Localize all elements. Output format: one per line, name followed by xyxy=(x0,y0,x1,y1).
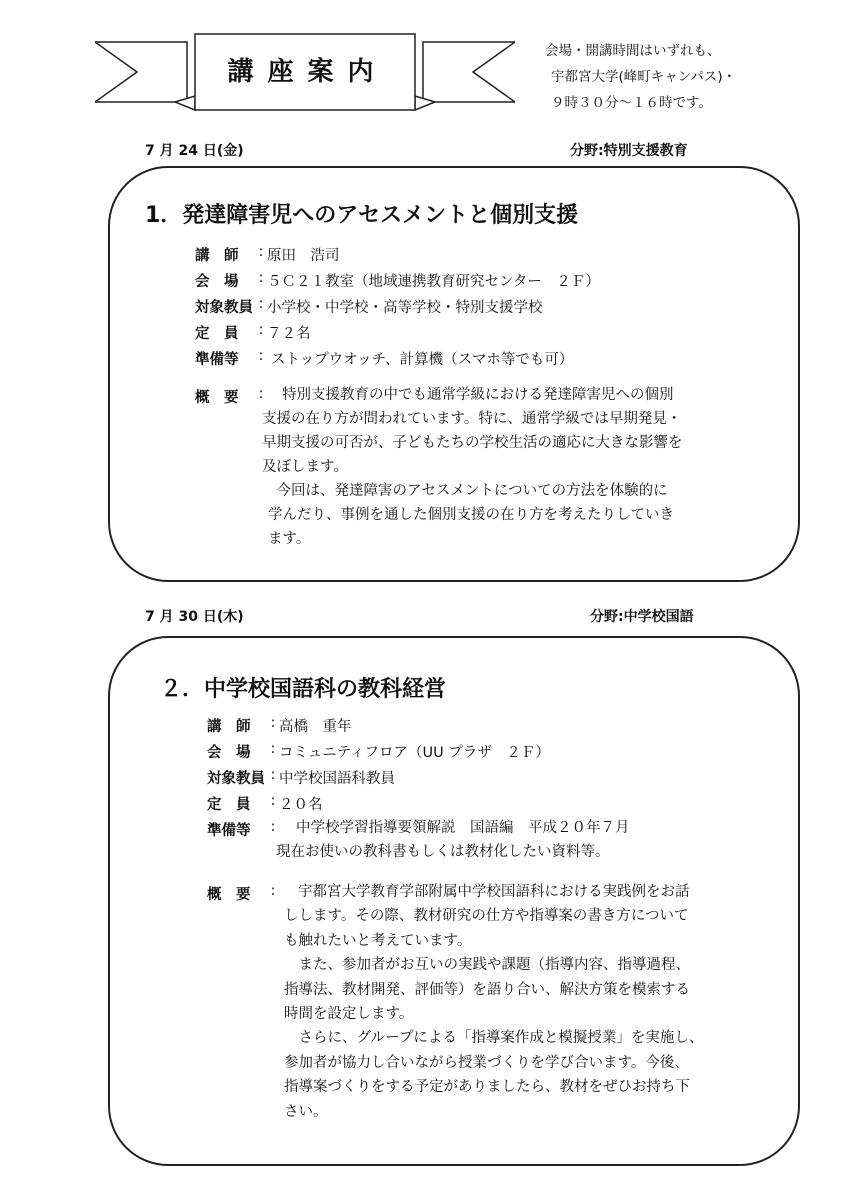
summary-label: 概 要 xyxy=(195,390,239,406)
target-label: 対象教員 xyxy=(207,771,265,787)
summary-line: しします。その際、教材研究の仕方や指導案の書き方について xyxy=(284,908,689,925)
prep-line: 現在お使いの教科書もしくは教材化したい資料等。 xyxy=(276,844,610,860)
summary-line: 参加者が協力し合いながら授業づくりを学び合います。今後、 xyxy=(284,1054,689,1071)
venue-note-line: 会場・開講時間はいずれも、 xyxy=(545,43,721,59)
prep-label: 準備等 xyxy=(195,352,239,368)
summary-label: 概 要 xyxy=(207,887,251,903)
summary-line: 時間を設定します。 xyxy=(284,1006,414,1023)
course-date: 7 月 30 日(木) xyxy=(145,609,244,625)
summary-line: 支援の在り方が問われています。特に、通常学級では早期発見・ xyxy=(262,411,682,427)
venue-note xyxy=(545,38,736,116)
summary-line: また、参加者がお互いの実践や課題（指導内容、指導過程、 xyxy=(284,957,690,974)
capacity-label: 定 員 xyxy=(207,797,251,813)
capacity-value: ２０名 xyxy=(279,797,323,813)
venue-note-line: ９時３０分～１６時です。 xyxy=(551,95,712,111)
summary-row: 概 要 : xyxy=(195,386,264,406)
capacity-row: 定 員 : ２０名 xyxy=(207,793,323,813)
summary-line: 指導案づくりをする予定がありましたら、教材をぜひお持ち下 xyxy=(284,1079,690,1096)
lecturer-label: 講 師 xyxy=(195,248,239,264)
prep-label: 準備等 xyxy=(207,823,251,839)
prep-text xyxy=(276,816,630,864)
summary-text xyxy=(284,880,703,1124)
venue-value: ５Ｃ２１教室（地域連携教育研究センター ２Ｆ） xyxy=(267,274,600,290)
summary-line: 早期支援の可否が、子どもたちの学校生活の適応に大きな影響を xyxy=(262,435,683,451)
lecturer-value: 原田 浩司 xyxy=(267,248,340,264)
summary-line: 指導法、教材開発、評価等）を語り合い、解決方策を模索する xyxy=(284,981,690,998)
capacity-value: ７２名 xyxy=(267,326,311,342)
summary-line: 学んだり、事例を通した個別支援の在り方を考えたりしていき xyxy=(268,507,674,523)
lecturer-row: 講 師 : 原田 浩司 xyxy=(195,244,340,264)
venue-note-line: 宇都宮大学(峰町キャンパス)・ xyxy=(551,69,737,85)
summary-text xyxy=(262,383,683,551)
venue-value: コミュニティフロア（UU プラザ ２Ｆ） xyxy=(279,745,550,761)
lecturer-value: 高橋 重年 xyxy=(279,719,352,735)
lecturer-label: 講 師 xyxy=(207,719,251,735)
summary-line: 宇都宮大学教育学部附属中学校国語科における実践例をお話 xyxy=(298,884,690,900)
venue-row: 会 場 : ５Ｃ２１教室（地域連携教育研究センター ２Ｆ） xyxy=(195,270,600,290)
summary-line: 特別支援教育の中でも通常学級における発達障害児への個別 xyxy=(282,387,674,403)
summary-line: も触れたいと考えています。 xyxy=(284,932,472,949)
venue-row: 会 場 : コミュニティフロア（UU プラザ ２Ｆ） xyxy=(207,741,550,761)
capacity-row: 定 員 : ７２名 xyxy=(195,322,311,342)
course-date: 7 月 24 日(金) xyxy=(145,143,244,159)
course-title: 1．発達障害児へのアセスメントと個別支援 xyxy=(145,203,579,228)
summary-line: 今回は、発達障害のアセスメントについての方法を体験的に xyxy=(262,483,668,499)
summary-line: 及ぼします。 xyxy=(262,459,348,475)
summary-line: さい。 xyxy=(284,1103,328,1120)
target-label: 対象教員 xyxy=(195,300,253,316)
prep-line: 中学校学習指導要領解説 国語編 平成２０年７月 xyxy=(296,820,630,836)
summary-line: さらに、グループによる「指導案作成と模擬授業」を実施し、 xyxy=(284,1030,704,1047)
title-banner xyxy=(95,28,515,116)
target-value: 小学校・中学校・高等学校・特別支援学校 xyxy=(267,300,543,316)
summary-line: ます。 xyxy=(268,531,311,547)
prep-row: 準備等 : xyxy=(207,819,276,839)
course-title: ２．中学校国語科の教科経営 xyxy=(160,677,447,702)
lecturer-row: 講 師 : 高橋 重年 xyxy=(207,715,352,735)
target-row: 対象教員 : 中学校国語科教員 xyxy=(207,767,395,787)
target-row: 対象教員 : 小学校・中学校・高等学校・特別支援学校 xyxy=(195,296,543,316)
course-field: 分野:特別支援教育 xyxy=(570,143,688,159)
venue-label: 会 場 xyxy=(207,745,251,761)
course-field: 分野:中学校国語 xyxy=(590,609,694,625)
page-title: 講座案内 xyxy=(227,56,388,87)
venue-label: 会 場 xyxy=(195,274,239,290)
summary-row: 概 要 : xyxy=(207,883,276,903)
prep-row: 準備等 : ストップウオッチ、計算機（スマホ等でも可） xyxy=(195,348,574,368)
capacity-label: 定 員 xyxy=(195,326,239,342)
prep-value: ストップウオッチ、計算機（スマホ等でも可） xyxy=(271,352,574,368)
target-value: 中学校国語科教員 xyxy=(279,771,395,787)
